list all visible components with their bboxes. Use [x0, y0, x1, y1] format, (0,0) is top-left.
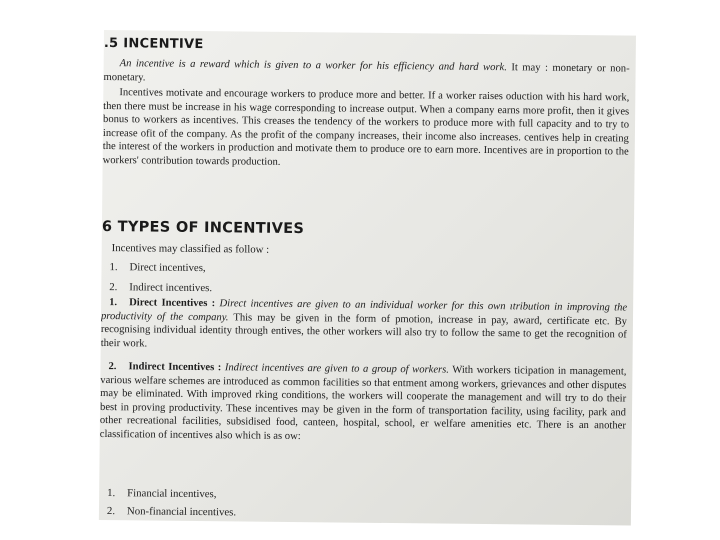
- indirect-incentives-paragraph: [100, 360, 627, 447]
- list-item-number: 1.: [109, 261, 118, 274]
- incentive-definition: [103, 57, 629, 90]
- indirect-incentives-body: With workers ticipation in management, various welfare schemes are introduced as common facilities so that entment among workers, grievances and other disputes may be eliminated. With improved rking conditions, the workers will cooperate the management and will try to do their best in proving productivity. These incentives may be given in the form of transportation facility, using facility, park and other recreational facilities, subsidised food, canteen, hospital, school, er welfare amenities etc. There is an another classification of incentives also which is as ow:: [99, 364, 627, 443]
- indirect-incentives-title: Indirect Incentives :: [128, 361, 222, 374]
- list-item: [99, 504, 625, 524]
- indirect-incentives-definition: Indirect incentives are given to a group of workers.: [221, 362, 450, 376]
- direct-incentives-body: This may be given in the form of pmotion, increase in pay, award, certificate etc. By recognising individual identity through entives, the other workers will also try to follow the same to get the recognition of their work.: [100, 311, 628, 350]
- list-item: [101, 260, 627, 280]
- list-item-text: Financial incentives,: [127, 487, 217, 501]
- section-heading-types: 6 TYPES OF INCENTIVES: [101, 218, 305, 238]
- list-item-text: Non-financial incentives.: [126, 505, 237, 519]
- incentive-definition-tail: It may : monetary or non-monetary.: [103, 62, 630, 84]
- direct-incentives-number: 1.: [109, 297, 118, 309]
- list-item-number: 2.: [109, 281, 118, 294]
- direct-incentives-title: Direct Incentives :: [129, 297, 216, 310]
- direct-incentives-definition: Direct incentives are given to an individual worker for this own ıtribution in improving the productivity of the company.: [100, 298, 628, 323]
- direct-incentives-paragraph: [101, 296, 628, 356]
- section-heading-incentive: .5 INCENTIVE: [103, 35, 204, 53]
- incentive-paragraph: Incentives motivate and encourage workers to produce more and better. If a worker raises oduction with his hard work, then there must be increase in his wage corresponding to increase output. When a company earns more profit, then it gives bonus to workers as incentives. This creases the tendency of the workers to produce more with full capacity and to try to increase ofit of the company. As the profit of the company increases, their income also increases. centives help in creating the interest of the workers in production and motivate them to produce ore to earn more. Incentives are in proportion to the workers' contribution towards production.: [102, 87, 630, 168]
- list-item-text: Indirect incentives.: [129, 281, 213, 295]
- list-item-number: 2.: [106, 505, 116, 518]
- list-item-text: Direct incentives,: [129, 261, 206, 275]
- indirect-incentives-number: 2.: [108, 361, 117, 373]
- incentive-definition-text: An incentive is a reward which is given to a worker for his efficiency and hard work.: [119, 58, 507, 74]
- list-item-number: 1.: [107, 487, 116, 500]
- list-item: [99, 486, 625, 506]
- types-intro: Incentives may classified as follow :: [111, 242, 270, 256]
- book-page: [99, 30, 636, 526]
